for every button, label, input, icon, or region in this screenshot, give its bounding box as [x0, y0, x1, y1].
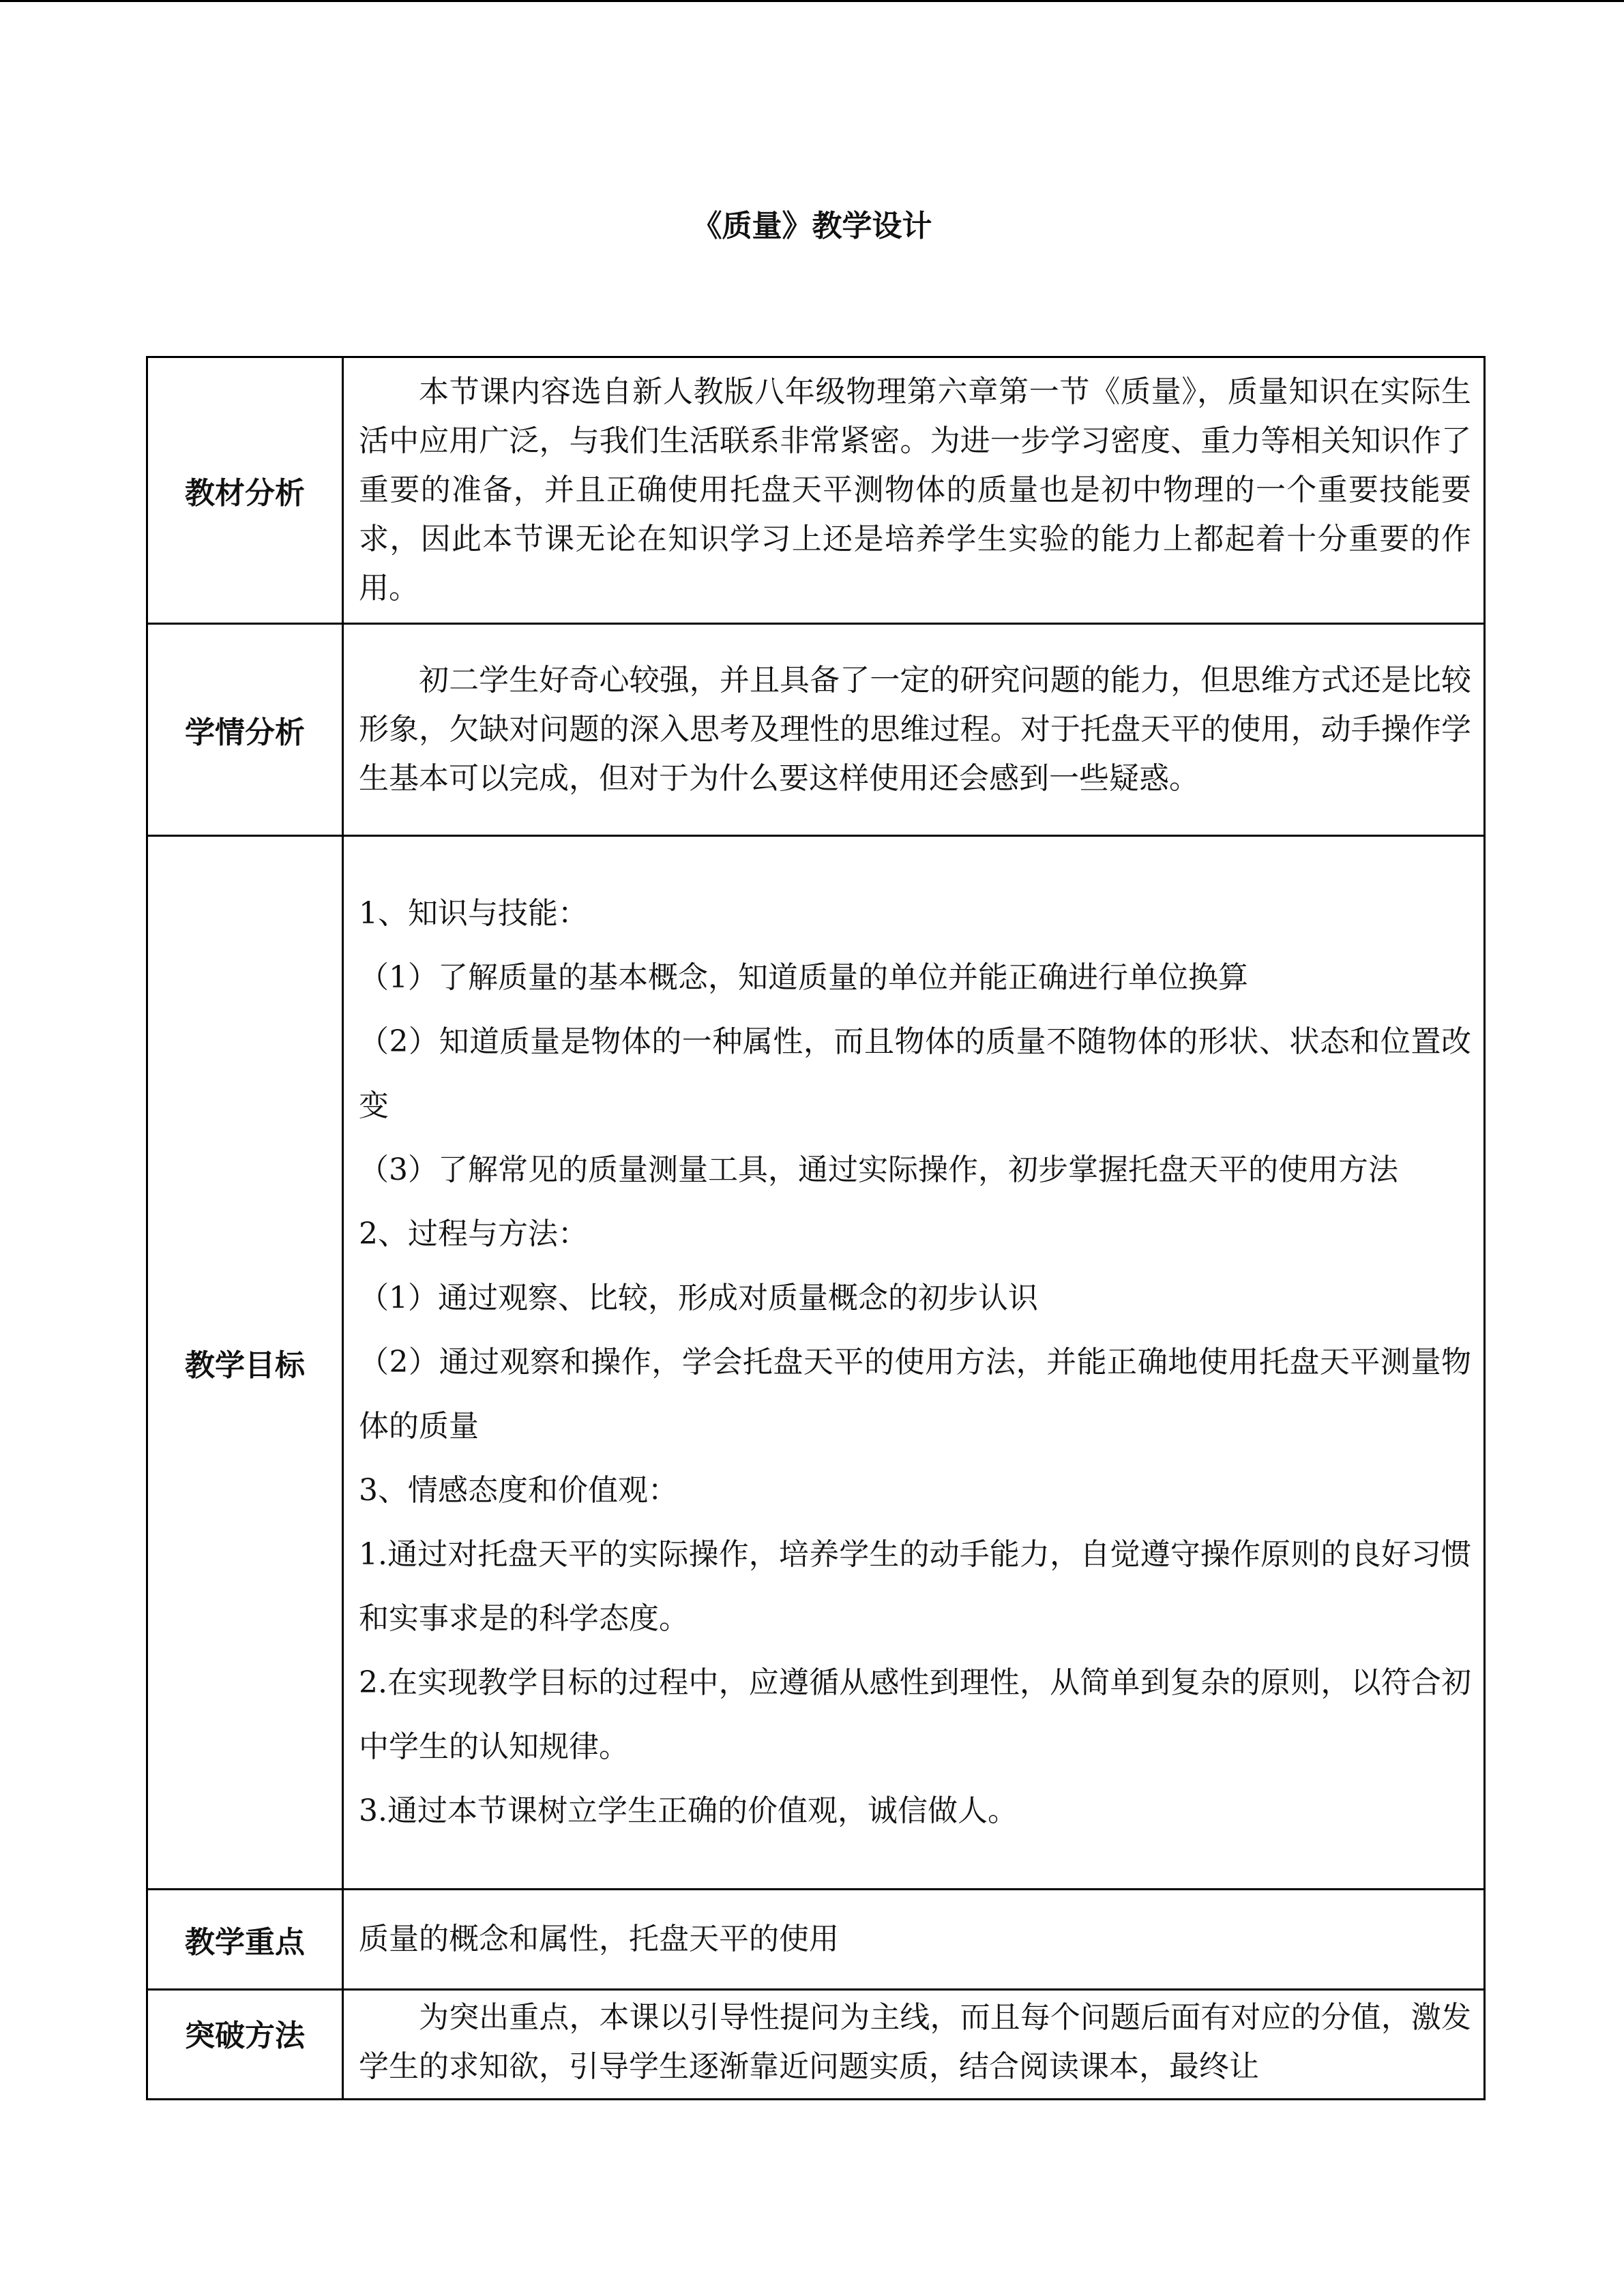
objective-item: 1.通过对托盘天平的实际操作，培养学生的动手能力，自觉遵守操作原则的良好习惯和实事求是的科学态度。	[359, 1537, 1471, 1636]
objective-heading-knowledge: 1、知识与技能：	[359, 896, 588, 931]
objective-heading-attitude: 3、情感态度和价值观：	[359, 1473, 678, 1508]
objective-item: 3.通过本节课树立学生正确的价值观，诚信做人。	[359, 1793, 1018, 1828]
objective-item: （1）通过观察、比较，形成对质量概念的初步认识	[359, 1281, 1038, 1315]
row-label-student-analysis: 学情分析	[147, 624, 343, 836]
table-row-textbook-analysis	[147, 357, 1485, 624]
objective-item: （1）了解质量的基本概念，知道质量的单位并能正确进行单位换算	[359, 960, 1248, 995]
document-title: 《质量》教学设计	[692, 209, 932, 243]
page-top-border	[0, 0, 1624, 2]
teaching-focus-text: 质量的概念和属性，托盘天平的使用	[359, 1922, 839, 1956]
row-content-textbook-analysis	[343, 357, 1485, 624]
table-row-teaching-objectives	[147, 836, 1485, 1890]
row-content-student-analysis	[343, 624, 1485, 836]
row-label-teaching-objectives: 教学目标	[147, 836, 343, 1890]
table-row-breakthrough-method	[147, 1990, 1485, 2100]
row-content-breakthrough-method	[343, 1990, 1485, 2100]
objective-heading-process: 2、过程与方法：	[359, 1217, 588, 1251]
student-analysis-text: 初二学生好奇心较强，并且具备了一定的研究问题的能力，但思维方式还是比较形象，欠缺对问题的深入思考及理性的思维过程。对于托盘天平的使用，动手操作学生基本可以完成，但对于为什么要这样使用还会感到一些疑惑。	[359, 663, 1471, 796]
objective-item: （3）了解常见的质量测量工具，通过实际操作，初步掌握托盘天平的使用方法	[359, 1152, 1398, 1187]
row-content-teaching-focus	[343, 1890, 1485, 1990]
row-label-teaching-focus: 教学重点	[147, 1890, 343, 1990]
textbook-analysis-text: 本节课内容选自新人教版八年级物理第六章第一节《质量》，质量知识在实际生活中应用广泛，与我们生活联系非常紧密。为进一步学习密度、重力等相关知识作了重要的准备，并且正确使用托盘天平测物体的质量也是初中物理的一个重要技能要求，因此本节课无论在知识学习上还是培养学生实验的能力上都起着十分重要的作用。	[359, 374, 1471, 606]
table-row-teaching-focus	[147, 1890, 1485, 1990]
row-content-teaching-objectives	[343, 836, 1485, 1890]
row-label-textbook-analysis: 教材分析	[147, 357, 343, 624]
objective-item: 2.在实现教学目标的过程中，应遵循从感性到理性，从简单到复杂的原则，以符合初中学生的认知规律。	[359, 1665, 1471, 1764]
objective-item: （2）知道质量是物体的一种属性，而且物体的质量不随物体的形状、状态和位置改变	[359, 1024, 1471, 1123]
row-label-breakthrough-method: 突破方法	[147, 1990, 343, 2100]
lesson-plan-table	[146, 356, 1486, 2100]
objective-item: （2）通过观察和操作，学会托盘天平的使用方法，并能正确地使用托盘天平测量物体的质量	[359, 1345, 1471, 1444]
breakthrough-method-text: 为突出重点，本课以引导性提问为主线，而且每个问题后面有对应的分值，激发学生的求知欲，引导学生逐渐靠近问题实质，结合阅读课本，最终让	[359, 2000, 1471, 2084]
table-row-student-analysis	[147, 624, 1485, 836]
